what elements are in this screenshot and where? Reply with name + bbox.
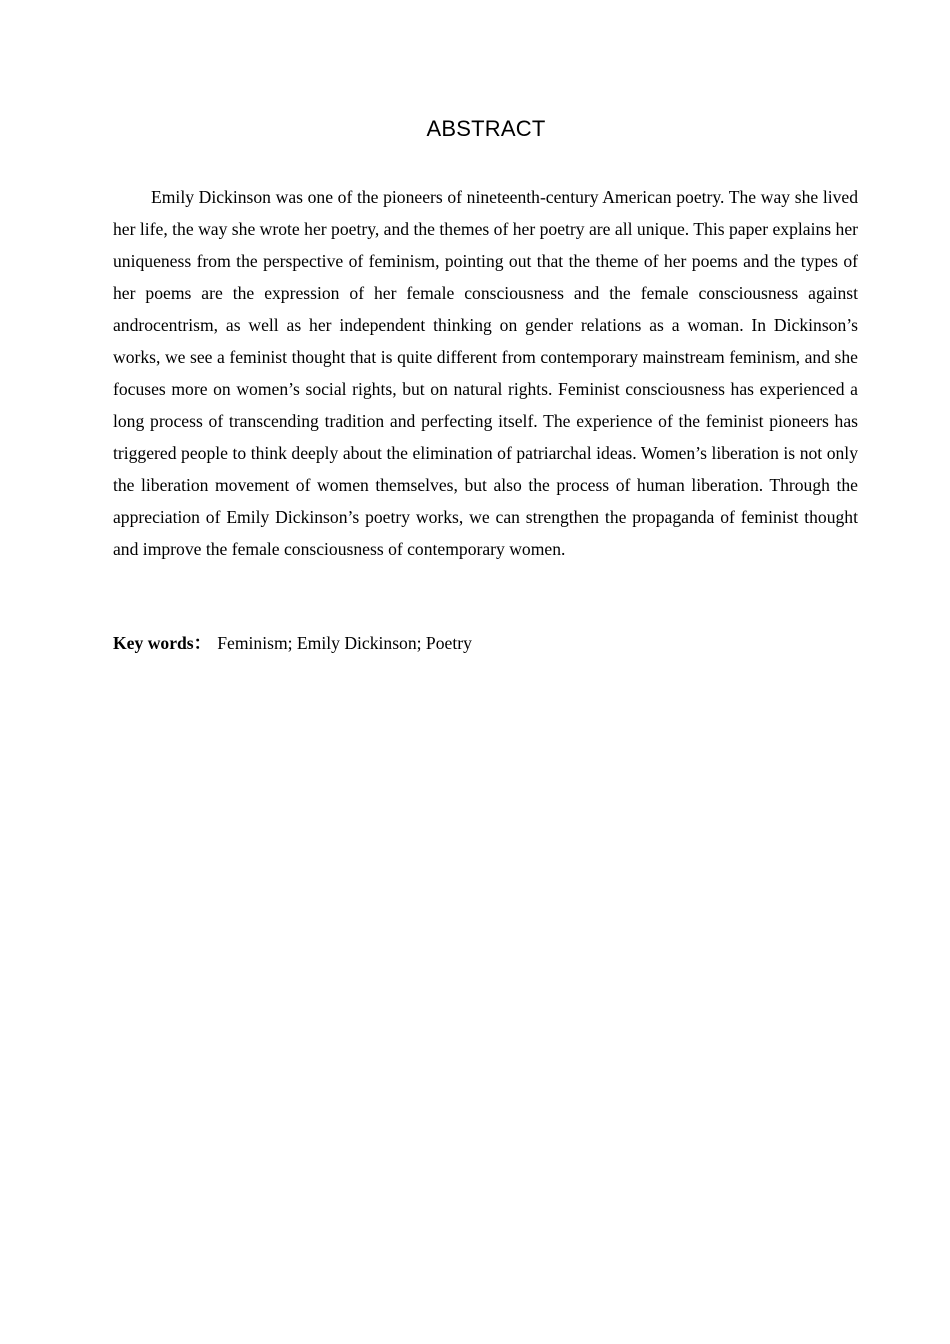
page-title: ABSTRACT [426,116,546,141]
abstract-paragraph: Emily Dickinson was one of the pioneers of nineteenth-century American poetry. The way she lived her life, the way she wrote her poetry, and the themes of her poetry are all unique. This paper explains her uniqueness from the perspective of feminism, pointing out that the theme of her poems and the types of her poems are the expression of her female consciousness and the female consciousness against androcentrism, as well as her independent thinking on gender relations as a woman. In Dickinson’s works, we see a feminist thought that is quite different from contemporary mainstream feminism, and she focuses more on women’s social rights, but on natural rights. Feminist consciousness has experienced a long process of transcending tradition and perfecting itself. The experience of the feminist pioneers has triggered people to think deeply about the elimination of patriarchal ideas. Women’s liberation is not only the liberation movement of women themselves, but also the process of human liberation. Through the appreciation of Emily Dickinson’s poetry works, we can strengthen the propaganda of feminist thought and improve the female consciousness of contemporary women. [113,187,858,559]
keywords-separator: ： [193,633,212,653]
keywords-line [113,628,858,658]
keywords-list: Feminism; Emily Dickinson; Poetry [217,633,472,653]
keywords-label: Key words [113,633,194,653]
